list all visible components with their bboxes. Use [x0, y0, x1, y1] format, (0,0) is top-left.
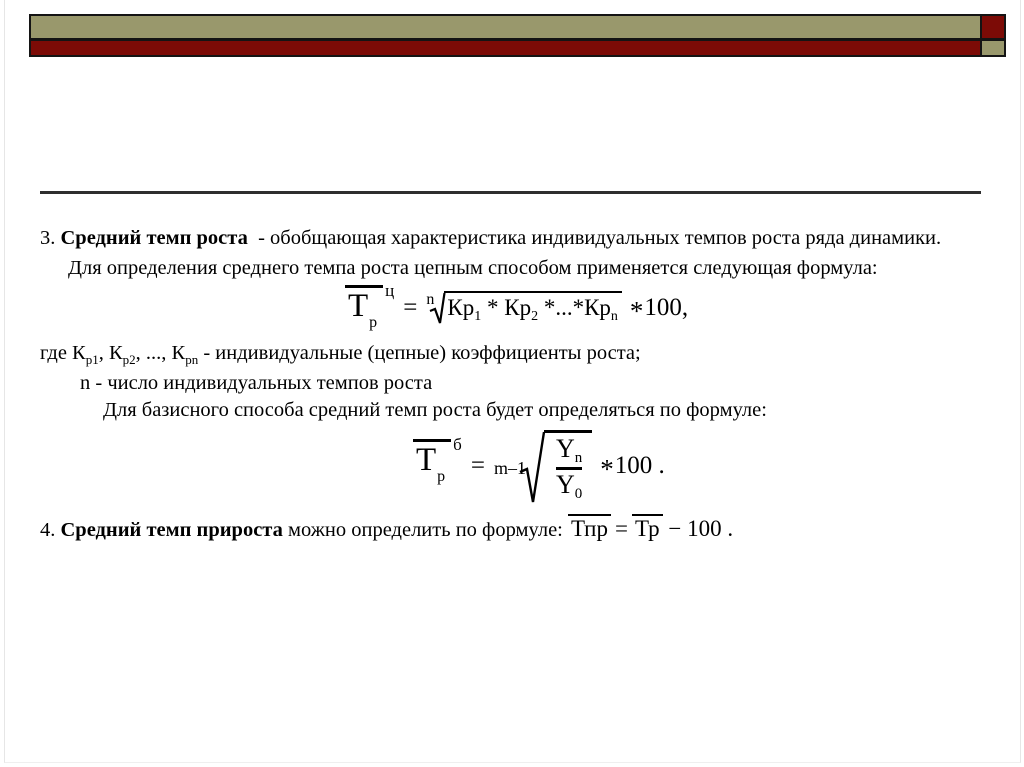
divider-line [40, 191, 981, 194]
formula1-t-superscript: ц [385, 281, 395, 300]
formula2-t-overbar [413, 439, 451, 485]
decor-square-red [980, 14, 1006, 40]
basis-intro-line: Для базисного способа средний темп роста будет определяться по формуле: [103, 399, 767, 421]
radicand-term-1: Кр [447, 294, 475, 320]
denominator-y: Y [555, 469, 575, 499]
radicand-term-3-sub: n [610, 308, 618, 324]
item4-number: 4. [40, 519, 56, 541]
radicand-term-3: *...*Кр [538, 294, 611, 320]
denominator-sub: 0 [574, 485, 583, 502]
radicand-term-1-sub: 1 [474, 308, 482, 324]
decor-square-olive [980, 39, 1006, 57]
item4-formula [568, 516, 733, 541]
formula2-t-superscript: б [453, 435, 462, 454]
formula1-equals: = [403, 294, 418, 321]
tr-overlined: Тр [632, 514, 663, 542]
item4-minus-100: − 100 . [668, 516, 734, 541]
item4-line [40, 514, 733, 544]
where-prefix: где [40, 342, 73, 364]
formula2-t: Т [416, 442, 437, 478]
item4-term: Средний темп прироста [60, 519, 283, 541]
fraction-denominator [556, 471, 582, 503]
where-term-3-sub: рn [185, 352, 199, 367]
tpr-overlined: Тпр [568, 514, 611, 542]
formula1-hundred: 100, [644, 294, 689, 321]
radicand-term-2: * Кр [481, 294, 532, 320]
item3-term: Средний темп роста [60, 227, 248, 249]
formula2-root-index: m–1 [493, 457, 526, 478]
where-term-2-sub: р2 [122, 352, 136, 367]
item4-rest: можно определить по формуле: [282, 519, 568, 541]
formula1-tail: *100, [629, 294, 689, 326]
numerator-y: Y [555, 433, 575, 463]
numerator-sub: n [574, 449, 583, 466]
formula1-t: Т [348, 288, 369, 324]
where-description: - индивидуальные (цепные) коэффициенты роста; [198, 342, 641, 364]
item4-equals: = [614, 516, 628, 541]
item3-definition: - обобщающая характеристика индивидуальных темпов роста ряда динамики. [247, 227, 942, 249]
item3-number: 3. [40, 227, 56, 249]
where-term-1: К [72, 342, 86, 364]
decor-bar-red [29, 39, 982, 57]
where-term-2: , К [98, 342, 123, 364]
formula1-t-subscript: р [369, 314, 378, 331]
formula1-lhs [345, 281, 395, 331]
fraction-numerator [556, 435, 582, 467]
item3-heading-line [40, 226, 941, 252]
formula-chain-growth-rate [345, 281, 689, 331]
formula-basis-growth-rate [413, 427, 665, 505]
formula1-root-index: n [426, 291, 435, 308]
formula2-tail: *100 . [600, 452, 665, 484]
where-term-1-sub: р1 [85, 352, 99, 367]
formula2-lhs [413, 435, 462, 485]
formula2-t-subscript: р [437, 468, 446, 485]
formula2-fraction [544, 430, 592, 503]
formula1-t-overbar [345, 285, 383, 331]
decor-bar-olive [29, 14, 982, 40]
formula2-hundred: 100 . [614, 452, 665, 479]
formula1-radicand [444, 291, 622, 325]
formula2-equals: = [470, 452, 485, 479]
where-term-3: , ..., К [135, 342, 186, 364]
radicand-term-2-sub: 2 [531, 308, 539, 324]
where-line [40, 341, 641, 368]
item3-intro-line: Для определения среднего темпа роста цепным способом применяется следующая формула: [68, 257, 878, 279]
n-definition-line: n - число индивидуальных темпов роста [80, 372, 433, 394]
